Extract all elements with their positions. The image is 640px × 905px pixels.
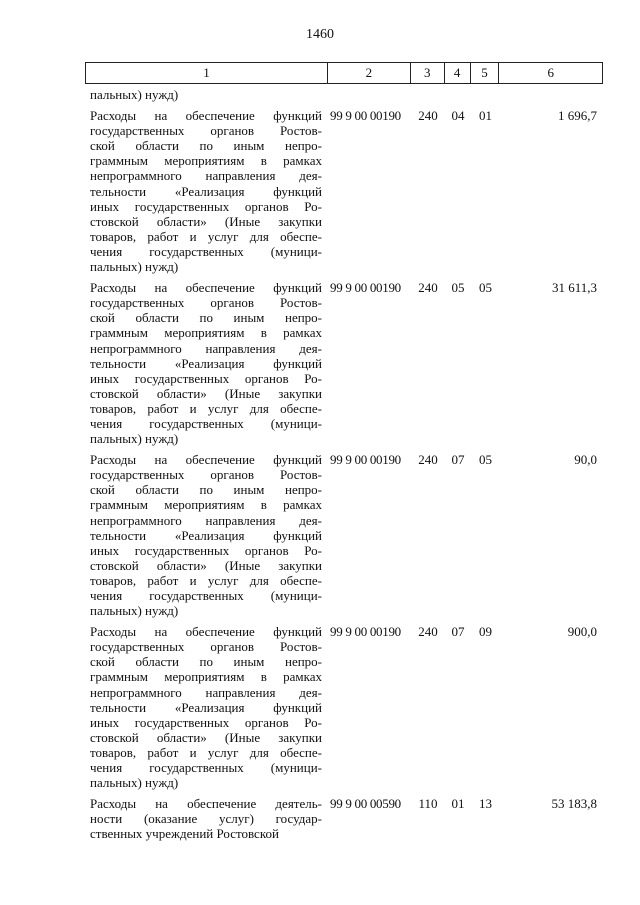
description-line: чения государственных (муници-: [90, 415, 322, 431]
row-section: 01: [451, 796, 465, 812]
row-subsection: 01: [479, 108, 492, 124]
page-number: 1460: [306, 27, 334, 42]
description-line: государственных органов Ростов-: [90, 123, 322, 139]
row-amount: 90,0: [574, 452, 597, 468]
header-col-4: 4: [445, 63, 471, 83]
description-line: стовской области» (Иные закупки: [90, 557, 322, 573]
row-section: 07: [451, 624, 465, 640]
row-description: [85, 280, 328, 446]
description-line: товаров, работ и услуг для обеспе-: [90, 572, 322, 588]
description-line: товаров, работ и услуг для обеспе-: [90, 400, 322, 416]
description-line: чения государственных (муници-: [90, 588, 322, 603]
header-col-5: 5: [471, 63, 500, 83]
description-line: пальных) нужд): [90, 603, 179, 619]
row-expense-type: 240: [418, 108, 438, 124]
table-body: [85, 87, 603, 842]
description-line: Расходы на обеспечение деятель-: [90, 796, 322, 812]
description-line: товаров, работ и услуг для обеспе-: [90, 228, 322, 244]
row-subsection: 09: [479, 624, 492, 640]
description-line: государственных органов Ростов-: [90, 295, 322, 311]
row-subsection: 05: [479, 452, 492, 468]
description-line: стовской области» (Иные закупки: [90, 213, 322, 229]
description-line: иных государственных органов Ро-: [90, 542, 322, 558]
row-expense-type: 240: [418, 624, 438, 640]
description-line: тельности «Реализация функций: [90, 699, 322, 715]
description-line: иных государственных органов Ро-: [90, 714, 322, 730]
header-col-3: 3: [411, 63, 445, 83]
row-section: 05: [451, 280, 465, 296]
table-rows: [85, 102, 603, 841]
table-row: [85, 452, 603, 618]
description-line: чения государственных (муници-: [90, 760, 322, 776]
row-code: 99 9 00 00190: [330, 108, 401, 124]
description-line: пальных) нужд): [90, 775, 179, 791]
description-line: иных государственных органов Ро-: [90, 198, 322, 214]
description-line: Расходы на обеспечение функций: [90, 452, 322, 468]
row-description: [85, 796, 328, 841]
row-code: 99 9 00 00190: [330, 452, 401, 468]
description-line: чения государственных (муници-: [90, 243, 322, 259]
description-line: товаров, работ и услуг для обеспе-: [90, 744, 322, 760]
description-line: непрограммного направления дея-: [90, 340, 322, 356]
header-col-6: 6: [547, 65, 554, 80]
description-line: непрограммного направления дея-: [90, 684, 322, 700]
row-code: 99 9 00 00190: [330, 624, 401, 640]
description-line: пальных) нужд): [90, 259, 179, 275]
row-description: [85, 624, 328, 790]
description-line: граммным мероприятиям в рамках: [90, 669, 322, 685]
description-line: пальных) нужд): [90, 431, 179, 447]
row-description: [85, 452, 328, 618]
description-line: тельности «Реализация функций: [90, 355, 322, 371]
row-amount: 31 611,3: [551, 280, 597, 296]
description-line: ности (оказание услуг) государ-: [90, 811, 322, 827]
header-col-2: 2: [328, 63, 411, 83]
description-line: граммным мероприятиям в рамках: [90, 497, 322, 513]
description-line: Расходы на обеспечение функций: [90, 624, 322, 640]
continuation-text: пальных) нужд): [90, 87, 179, 102]
description-line: ской области по иным непро-: [90, 654, 322, 670]
row-section: 07: [451, 452, 465, 468]
description-line: ской области по иным непро-: [90, 310, 322, 326]
description-line: ской области по иным непро-: [90, 138, 322, 154]
table-row: [85, 624, 603, 790]
description-line: граммным мероприятиям в рамках: [90, 153, 322, 169]
description-line: ской области по иным непро-: [90, 482, 322, 498]
description-line: стовской области» (Иные закупки: [90, 729, 322, 745]
table-row: [85, 796, 603, 841]
table-row: [85, 280, 603, 446]
description-line: иных государственных органов Ро-: [90, 370, 322, 386]
row-amount: 1 696,7: [558, 108, 597, 124]
description-line: Расходы на обеспечение функций: [90, 280, 322, 296]
table-row: [85, 108, 603, 274]
row-description: [85, 108, 328, 274]
description-line: непрограммного направления дея-: [90, 512, 322, 528]
row-section: 04: [451, 108, 465, 124]
row-amount: 900,0: [567, 624, 597, 640]
row-expense-type: 240: [418, 452, 438, 468]
description-line: Расходы на обеспечение функций: [90, 108, 322, 124]
row-code: 99 9 00 00590: [330, 796, 401, 812]
row-expense-type: 110: [418, 796, 438, 812]
row-code: 99 9 00 00190: [330, 280, 401, 296]
row-amount: 53 183,8: [551, 796, 597, 812]
description-line: непрограммного направления дея-: [90, 168, 322, 184]
description-line: граммным мероприятиям в рамках: [90, 325, 322, 341]
description-line: государственных органов Ростов-: [90, 639, 322, 655]
row-subsection: 13: [479, 796, 492, 812]
description-line: тельности «Реализация функций: [90, 527, 322, 543]
table-header: [85, 62, 603, 84]
description-line: стовской области» (Иные закупки: [90, 385, 322, 401]
description-line: ственных учреждений Ростовской: [90, 826, 279, 842]
row-expense-type: 240: [418, 280, 438, 296]
header-col-1: 1: [86, 63, 328, 83]
description-line: тельности «Реализация функций: [90, 183, 322, 199]
description-line: государственных органов Ростов-: [90, 467, 322, 483]
row-subsection: 05: [479, 280, 492, 296]
